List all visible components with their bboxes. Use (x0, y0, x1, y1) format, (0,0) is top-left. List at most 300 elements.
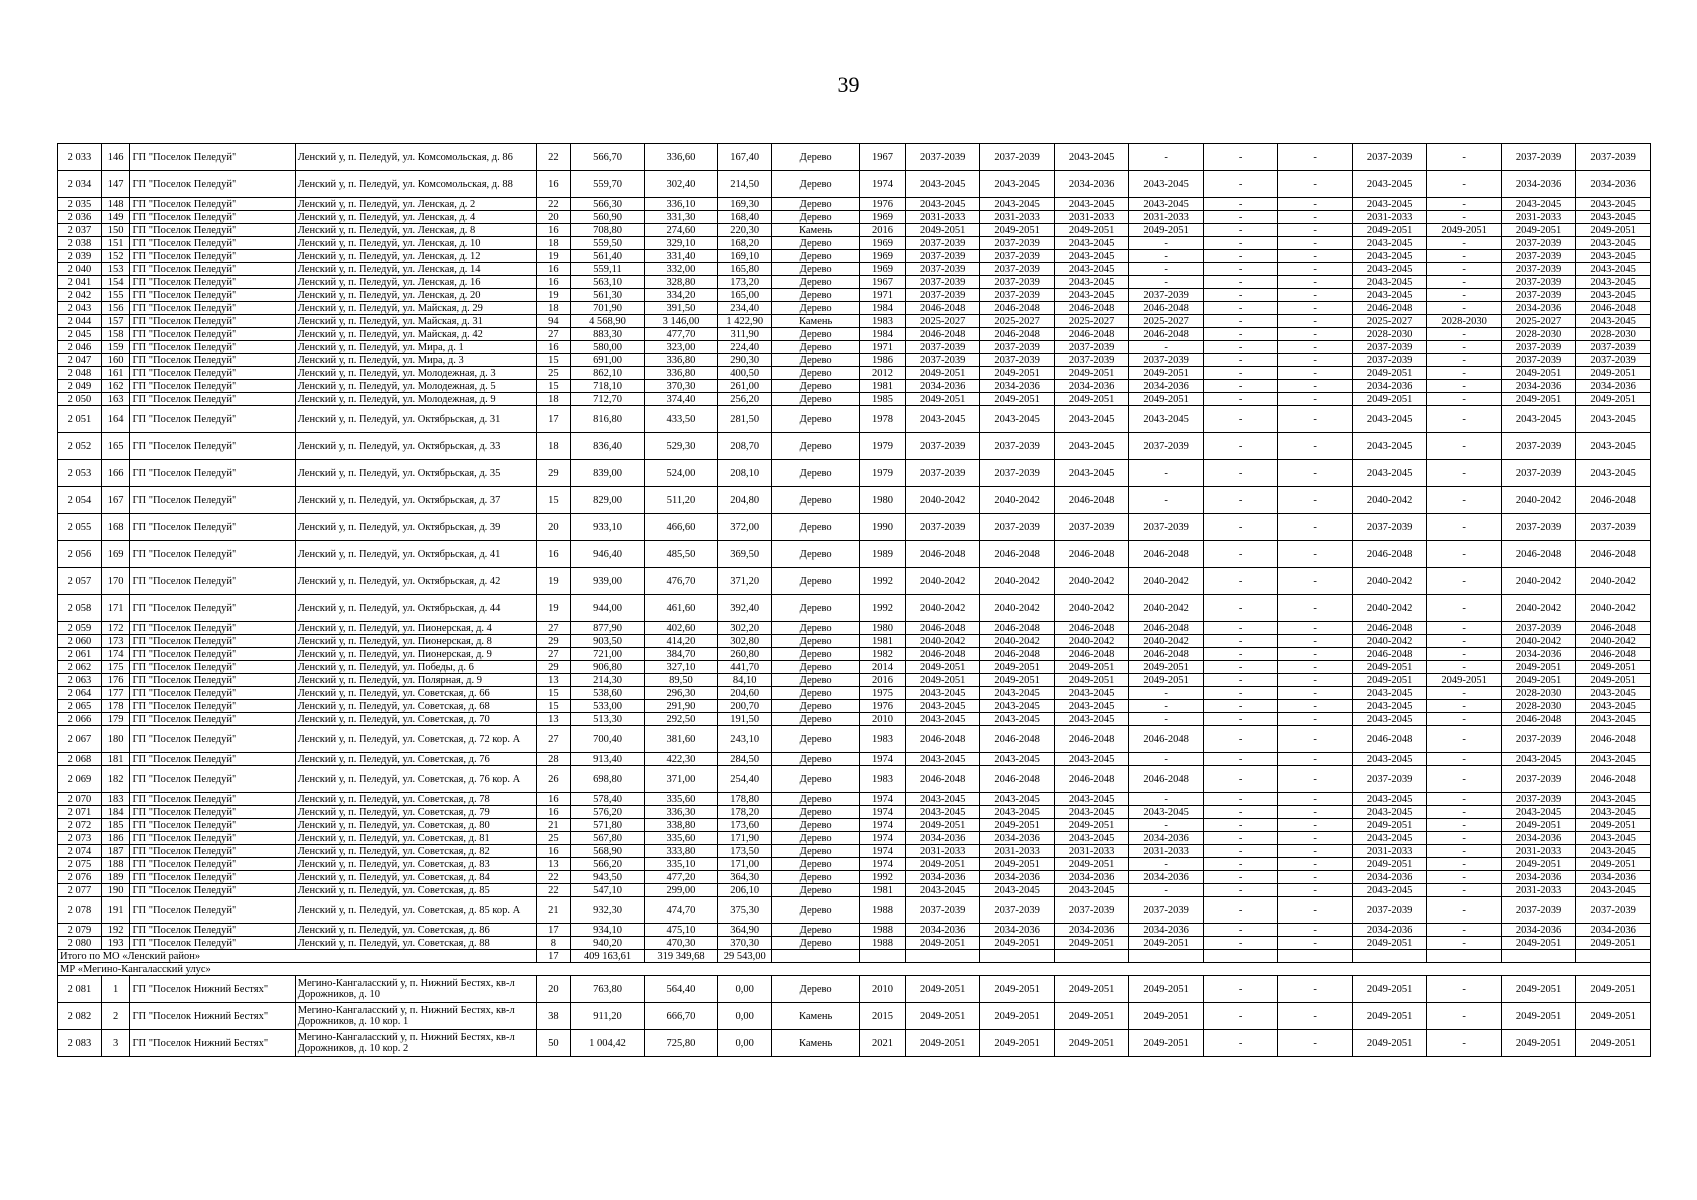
cell-organization: ГП "Поселок Пеледуй" (130, 726, 295, 753)
cell-living-area: 466,60 (644, 514, 717, 541)
cell-nonliving-area: 284,50 (718, 753, 772, 766)
cell-organization: ГП "Поселок Пеледуй" (130, 171, 295, 198)
cell-row-number: 169 (101, 541, 130, 568)
cell-period-3: 2049-2051 (1054, 819, 1128, 832)
cell-period-6: - (1278, 144, 1352, 171)
cell-record-number: 2 033 (58, 144, 102, 171)
cell-row-number: 177 (101, 687, 130, 700)
cell-organization: ГП "Поселок Нижний Бестях" (130, 976, 295, 1003)
cell-organization: ГП "Поселок Пеледуй" (130, 845, 295, 858)
table-row (58, 635, 1651, 648)
cell-year-built: 1980 (860, 622, 906, 635)
cell-period-10: 2037-2039 (1576, 897, 1651, 924)
cell-address: Ленский у, п. Пеледуй, ул. Советская, д. 76 кор. А (295, 766, 536, 793)
total-empty-cell (1352, 950, 1426, 963)
cell-year-built: 1974 (860, 753, 906, 766)
total-empty-cell (905, 950, 979, 963)
cell-period-2: 2025-2027 (980, 315, 1054, 328)
cell-wall-material: Камень (772, 315, 860, 328)
table-row (58, 687, 1651, 700)
cell-period-1: 2037-2039 (905, 514, 979, 541)
cell-period-5: - (1203, 793, 1277, 806)
cell-period-7: 2046-2048 (1352, 622, 1426, 635)
cell-period-9: 2046-2048 (1501, 713, 1575, 726)
cell-total-area: 559,70 (571, 171, 644, 198)
cell-year-built: 1971 (860, 289, 906, 302)
table-row (58, 674, 1651, 687)
cell-address: Ленский у, п. Пеледуй, ул. Советская, д. 76 (295, 753, 536, 766)
cell-period-8: - (1427, 354, 1501, 367)
cell-year-built: 1974 (860, 845, 906, 858)
cell-address: Ленский у, п. Пеледуй, ул. Советская, д. 83 (295, 858, 536, 871)
cell-period-7: 2037-2039 (1352, 354, 1426, 367)
cell-period-4: 2046-2048 (1129, 648, 1203, 661)
cell-floors-or-count: 22 (536, 198, 571, 211)
cell-address: Мегино-Кангаласский у, п. Нижний Бестях, кв-л Дорожников, д. 10 (295, 976, 536, 1003)
cell-period-1: 2025-2027 (905, 315, 979, 328)
cell-row-number: 193 (101, 937, 130, 950)
total-empty-cell (1501, 950, 1575, 963)
cell-nonliving-area: 254,40 (718, 766, 772, 793)
cell-period-9: 2034-2036 (1501, 832, 1575, 845)
cell-total-area: 578,40 (571, 793, 644, 806)
cell-period-5: - (1203, 884, 1277, 897)
cell-total-area: 946,40 (571, 541, 644, 568)
cell-period-2: 2037-2039 (980, 897, 1054, 924)
cell-record-number: 2 044 (58, 315, 102, 328)
cell-period-3: 2043-2045 (1054, 884, 1128, 897)
cell-period-8: - (1427, 635, 1501, 648)
cell-total-area: 932,30 (571, 897, 644, 924)
table-row (58, 713, 1651, 726)
cell-address: Ленский у, п. Пеледуй, ул. Молодежная, д. 3 (295, 367, 536, 380)
cell-period-3: 2043-2045 (1054, 832, 1128, 845)
cell-period-1: 2037-2039 (905, 460, 979, 487)
cell-period-2: 2034-2036 (980, 380, 1054, 393)
cell-period-5: - (1203, 171, 1277, 198)
cell-period-8: - (1427, 406, 1501, 433)
table-row (58, 224, 1651, 237)
cell-period-5: - (1203, 595, 1277, 622)
cell-period-7: 2043-2045 (1352, 832, 1426, 845)
cell-period-8: - (1427, 302, 1501, 315)
table-row (58, 766, 1651, 793)
cell-period-5: - (1203, 661, 1277, 674)
cell-period-8: - (1427, 819, 1501, 832)
cell-living-area: 292,50 (644, 713, 717, 726)
cell-floors-or-count: 27 (536, 726, 571, 753)
cell-period-4: 2046-2048 (1129, 726, 1203, 753)
cell-wall-material: Дерево (772, 354, 860, 367)
cell-period-1: 2049-2051 (905, 674, 979, 687)
cell-wall-material: Дерево (772, 622, 860, 635)
cell-period-9: 2049-2051 (1501, 1003, 1575, 1030)
cell-period-9: 2049-2051 (1501, 661, 1575, 674)
cell-period-1: 2049-2051 (905, 819, 979, 832)
cell-record-number: 2 064 (58, 687, 102, 700)
cell-period-9: 2028-2030 (1501, 700, 1575, 713)
cell-total-area: 829,00 (571, 487, 644, 514)
table-row (58, 858, 1651, 871)
cell-record-number: 2 061 (58, 648, 102, 661)
cell-address: Ленский у, п. Пеледуй, ул. Советская, д. 66 (295, 687, 536, 700)
cell-address: Ленский у, п. Пеледуй, ул. Комсомольская, д. 86 (295, 144, 536, 171)
cell-period-8: - (1427, 871, 1501, 884)
cell-period-7: 2043-2045 (1352, 713, 1426, 726)
cell-record-number: 2 070 (58, 793, 102, 806)
cell-record-number: 2 055 (58, 514, 102, 541)
cell-organization: ГП "Поселок Пеледуй" (130, 487, 295, 514)
cell-period-3: 2043-2045 (1054, 793, 1128, 806)
cell-period-5: - (1203, 937, 1277, 950)
cell-period-10: 2043-2045 (1576, 276, 1651, 289)
cell-period-1: 2043-2045 (905, 806, 979, 819)
cell-period-8: - (1427, 276, 1501, 289)
cell-period-4: - (1129, 144, 1203, 171)
cell-period-10: 2043-2045 (1576, 433, 1651, 460)
cell-wall-material: Дерево (772, 635, 860, 648)
cell-row-number: 166 (101, 460, 130, 487)
cell-period-10: 2034-2036 (1576, 871, 1651, 884)
cell-floors-or-count: 20 (536, 514, 571, 541)
cell-living-area: 461,60 (644, 595, 717, 622)
cell-period-7: 2037-2039 (1352, 144, 1426, 171)
cell-year-built: 2015 (860, 1003, 906, 1030)
cell-period-7: 2043-2045 (1352, 406, 1426, 433)
cell-period-3: 2046-2048 (1054, 541, 1128, 568)
cell-period-3: 2043-2045 (1054, 289, 1128, 302)
cell-address: Ленский у, п. Пеледуй, ул. Советская, д. 68 (295, 700, 536, 713)
cell-record-number: 2 083 (58, 1030, 102, 1057)
cell-period-10: 2043-2045 (1576, 263, 1651, 276)
table-row (58, 367, 1651, 380)
cell-wall-material: Дерево (772, 700, 860, 713)
cell-nonliving-area: 173,50 (718, 845, 772, 858)
cell-period-8: - (1427, 661, 1501, 674)
cell-period-7: 2043-2045 (1352, 276, 1426, 289)
cell-period-9: 2037-2039 (1501, 726, 1575, 753)
table-row (58, 622, 1651, 635)
cell-period-1: 2037-2039 (905, 354, 979, 367)
cell-nonliving-area: 191,50 (718, 713, 772, 726)
cell-period-4: 2043-2045 (1129, 171, 1203, 198)
cell-period-3: 2034-2036 (1054, 380, 1128, 393)
cell-period-2: 2043-2045 (980, 406, 1054, 433)
cell-period-5: - (1203, 845, 1277, 858)
cell-row-number: 184 (101, 806, 130, 819)
cell-period-7: 2046-2048 (1352, 648, 1426, 661)
cell-record-number: 2 051 (58, 406, 102, 433)
cell-period-6: - (1278, 341, 1352, 354)
cell-organization: ГП "Поселок Пеледуй" (130, 315, 295, 328)
cell-record-number: 2 040 (58, 263, 102, 276)
cell-period-7: 2040-2042 (1352, 487, 1426, 514)
cell-record-number: 2 075 (58, 858, 102, 871)
cell-period-6: - (1278, 289, 1352, 302)
cell-period-10: 2043-2045 (1576, 237, 1651, 250)
cell-period-10: 2043-2045 (1576, 289, 1651, 302)
cell-wall-material: Дерево (772, 806, 860, 819)
cell-period-6: - (1278, 406, 1352, 433)
cell-period-9: 2028-2030 (1501, 328, 1575, 341)
table-row (58, 487, 1651, 514)
cell-floors-or-count: 29 (536, 635, 571, 648)
table-row (58, 753, 1651, 766)
cell-period-9: 2031-2033 (1501, 845, 1575, 858)
cell-organization: ГП "Поселок Пеледуй" (130, 263, 295, 276)
cell-period-2: 2043-2045 (980, 171, 1054, 198)
table-row (58, 406, 1651, 433)
cell-period-3: 2043-2045 (1054, 198, 1128, 211)
cell-period-5: - (1203, 726, 1277, 753)
cell-period-4: 2043-2045 (1129, 806, 1203, 819)
cell-organization: ГП "Поселок Пеледуй" (130, 661, 295, 674)
cell-period-9: 2049-2051 (1501, 224, 1575, 237)
cell-period-5: - (1203, 568, 1277, 595)
cell-period-2: 2049-2051 (980, 1003, 1054, 1030)
cell-record-number: 2 060 (58, 635, 102, 648)
cell-period-3: 2046-2048 (1054, 487, 1128, 514)
cell-row-number: 154 (101, 276, 130, 289)
cell-period-9: 2037-2039 (1501, 144, 1575, 171)
cell-wall-material: Дерево (772, 302, 860, 315)
table-row (58, 171, 1651, 198)
cell-period-4: - (1129, 713, 1203, 726)
table-row (58, 541, 1651, 568)
cell-period-5: - (1203, 700, 1277, 713)
cell-period-10: 2043-2045 (1576, 713, 1651, 726)
total-empty-cell (860, 950, 906, 963)
cell-row-number: 175 (101, 661, 130, 674)
cell-period-3: 2037-2039 (1054, 354, 1128, 367)
cell-period-2: 2031-2033 (980, 211, 1054, 224)
cell-period-6: - (1278, 700, 1352, 713)
cell-living-area: 477,70 (644, 328, 717, 341)
cell-total-area: 513,30 (571, 713, 644, 726)
cell-period-4: - (1129, 858, 1203, 871)
cell-year-built: 1984 (860, 302, 906, 315)
cell-period-2: 2037-2039 (980, 289, 1054, 302)
cell-total-area: 940,20 (571, 937, 644, 950)
cell-row-number: 156 (101, 302, 130, 315)
cell-wall-material: Дерево (772, 144, 860, 171)
total-empty-cell (980, 950, 1054, 963)
cell-living-area: 476,70 (644, 568, 717, 595)
cell-period-6: - (1278, 433, 1352, 460)
cell-period-2: 2037-2039 (980, 144, 1054, 171)
cell-period-4: - (1129, 687, 1203, 700)
cell-period-5: - (1203, 263, 1277, 276)
cell-year-built: 1981 (860, 884, 906, 897)
cell-address: Ленский у, п. Пеледуй, ул. Майская, д. 29 (295, 302, 536, 315)
cell-address: Ленский у, п. Пеледуй, ул. Комсомольская, д. 88 (295, 171, 536, 198)
cell-wall-material: Дерево (772, 568, 860, 595)
cell-period-3: 2046-2048 (1054, 648, 1128, 661)
cell-period-9: 2037-2039 (1501, 897, 1575, 924)
cell-record-number: 2 037 (58, 224, 102, 237)
cell-period-4: - (1129, 819, 1203, 832)
cell-living-area: 296,30 (644, 687, 717, 700)
cell-address: Ленский у, п. Пеледуй, ул. Советская, д. 78 (295, 793, 536, 806)
cell-period-8: - (1427, 1030, 1501, 1057)
cell-organization: ГП "Поселок Пеледуй" (130, 393, 295, 406)
cell-period-4: - (1129, 263, 1203, 276)
cell-nonliving-area: 0,00 (718, 976, 772, 1003)
cell-year-built: 1988 (860, 924, 906, 937)
cell-organization: ГП "Поселок Пеледуй" (130, 568, 295, 595)
cell-period-5: - (1203, 393, 1277, 406)
cell-record-number: 2 056 (58, 541, 102, 568)
table-row (58, 289, 1651, 302)
cell-period-3: 2049-2051 (1054, 1003, 1128, 1030)
cell-record-number: 2 043 (58, 302, 102, 315)
cell-period-3: 2043-2045 (1054, 144, 1128, 171)
table-row (58, 937, 1651, 950)
cell-nonliving-area: 311,90 (718, 328, 772, 341)
cell-period-9: 2031-2033 (1501, 211, 1575, 224)
cell-period-2: 2043-2045 (980, 198, 1054, 211)
cell-address: Ленский у, п. Пеледуй, ул. Советская, д. 70 (295, 713, 536, 726)
cell-floors-or-count: 15 (536, 487, 571, 514)
cell-total-area: 939,00 (571, 568, 644, 595)
cell-period-2: 2037-2039 (980, 237, 1054, 250)
cell-period-2: 2049-2051 (980, 661, 1054, 674)
table-row (58, 568, 1651, 595)
cell-period-5: - (1203, 806, 1277, 819)
cell-period-2: 2043-2045 (980, 753, 1054, 766)
cell-period-8: - (1427, 289, 1501, 302)
cell-wall-material: Дерево (772, 845, 860, 858)
cell-organization: ГП "Поселок Пеледуй" (130, 871, 295, 884)
cell-period-1: 2037-2039 (905, 433, 979, 460)
cell-nonliving-area: 260,80 (718, 648, 772, 661)
cell-total-area: 561,30 (571, 289, 644, 302)
cell-address: Ленский у, п. Пеледуй, ул. Майская, д. 31 (295, 315, 536, 328)
cell-period-8: - (1427, 806, 1501, 819)
cell-address: Ленский у, п. Пеледуй, ул. Советская, д. 81 (295, 832, 536, 845)
table-row (58, 700, 1651, 713)
cell-period-9: 2043-2045 (1501, 406, 1575, 433)
cell-period-8: - (1427, 250, 1501, 263)
cell-period-3: 2043-2045 (1054, 460, 1128, 487)
cell-wall-material: Дерево (772, 250, 860, 263)
cell-period-5: - (1203, 144, 1277, 171)
cell-period-10: 2043-2045 (1576, 884, 1651, 897)
cell-period-4: 2049-2051 (1129, 367, 1203, 380)
cell-period-8: - (1427, 541, 1501, 568)
cell-period-7: 2034-2036 (1352, 380, 1426, 393)
cell-period-7: 2040-2042 (1352, 635, 1426, 648)
cell-period-3: 2043-2045 (1054, 700, 1128, 713)
cell-row-number: 187 (101, 845, 130, 858)
total-empty-cell (1278, 950, 1352, 963)
cell-period-4: 2046-2048 (1129, 541, 1203, 568)
cell-period-6: - (1278, 897, 1352, 924)
cell-period-9: 2043-2045 (1501, 753, 1575, 766)
cell-period-7: 2049-2051 (1352, 224, 1426, 237)
cell-period-1: 2037-2039 (905, 897, 979, 924)
cell-address: Ленский у, п. Пеледуй, ул. Советская, д. 86 (295, 924, 536, 937)
cell-organization: ГП "Поселок Пеледуй" (130, 832, 295, 845)
cell-period-1: 2037-2039 (905, 250, 979, 263)
cell-wall-material: Дерево (772, 726, 860, 753)
cell-record-number: 2 067 (58, 726, 102, 753)
cell-organization: ГП "Поселок Пеледуй" (130, 354, 295, 367)
cell-record-number: 2 072 (58, 819, 102, 832)
cell-floors-or-count: 15 (536, 687, 571, 700)
cell-period-8: - (1427, 700, 1501, 713)
cell-record-number: 2 063 (58, 674, 102, 687)
cell-wall-material: Дерево (772, 367, 860, 380)
cell-period-6: - (1278, 198, 1352, 211)
cell-living-area: 3 146,00 (644, 315, 717, 328)
cell-record-number: 2 080 (58, 937, 102, 950)
cell-row-number: 170 (101, 568, 130, 595)
cell-period-10: 2037-2039 (1576, 144, 1651, 171)
cell-year-built: 1989 (860, 541, 906, 568)
cell-wall-material: Дерево (772, 713, 860, 726)
table-row (58, 819, 1651, 832)
cell-period-10: 2046-2048 (1576, 487, 1651, 514)
cell-period-8: 2028-2030 (1427, 315, 1501, 328)
cell-period-1: 2034-2036 (905, 871, 979, 884)
cell-total-area: 718,10 (571, 380, 644, 393)
cell-period-3: 2046-2048 (1054, 622, 1128, 635)
cell-wall-material: Камень (772, 1030, 860, 1057)
cell-row-number: 188 (101, 858, 130, 871)
cell-period-4: 2031-2033 (1129, 211, 1203, 224)
cell-period-7: 2043-2045 (1352, 198, 1426, 211)
cell-organization: ГП "Поселок Пеледуй" (130, 514, 295, 541)
cell-period-8: - (1427, 380, 1501, 393)
cell-period-4: 2049-2051 (1129, 1030, 1203, 1057)
cell-period-1: 2049-2051 (905, 1030, 979, 1057)
cell-period-10: 2046-2048 (1576, 766, 1651, 793)
cell-period-5: - (1203, 328, 1277, 341)
cell-organization: ГП "Поселок Пеледуй" (130, 674, 295, 687)
cell-period-6: - (1278, 315, 1352, 328)
cell-period-5: - (1203, 354, 1277, 367)
cell-year-built: 1967 (860, 276, 906, 289)
cell-organization: ГП "Поселок Пеледуй" (130, 858, 295, 871)
cell-period-8: - (1427, 568, 1501, 595)
cell-period-4: 2043-2045 (1129, 406, 1203, 433)
cell-row-number: 161 (101, 367, 130, 380)
cell-address: Ленский у, п. Пеледуй, ул. Советская, д. 85 кор. А (295, 897, 536, 924)
cell-period-5: - (1203, 250, 1277, 263)
cell-year-built: 1992 (860, 595, 906, 622)
cell-year-built: 1983 (860, 726, 906, 753)
cell-period-9: 2034-2036 (1501, 871, 1575, 884)
cell-period-3: 2049-2051 (1054, 367, 1128, 380)
cell-period-10: 2043-2045 (1576, 753, 1651, 766)
cell-year-built: 1974 (860, 171, 906, 198)
cell-wall-material: Дерево (772, 687, 860, 700)
cell-wall-material: Дерево (772, 884, 860, 897)
cell-period-5: - (1203, 211, 1277, 224)
cell-row-number: 160 (101, 354, 130, 367)
cell-period-10: 2049-2051 (1576, 224, 1651, 237)
cell-organization: ГП "Поселок Пеледуй" (130, 328, 295, 341)
cell-year-built: 1983 (860, 315, 906, 328)
table-row (58, 845, 1651, 858)
cell-organization: ГП "Поселок Пеледуй" (130, 793, 295, 806)
cell-period-9: 2037-2039 (1501, 622, 1575, 635)
cell-period-7: 2043-2045 (1352, 806, 1426, 819)
cell-period-6: - (1278, 302, 1352, 315)
total-empty-cell (1129, 950, 1203, 963)
total-row (58, 950, 1651, 963)
